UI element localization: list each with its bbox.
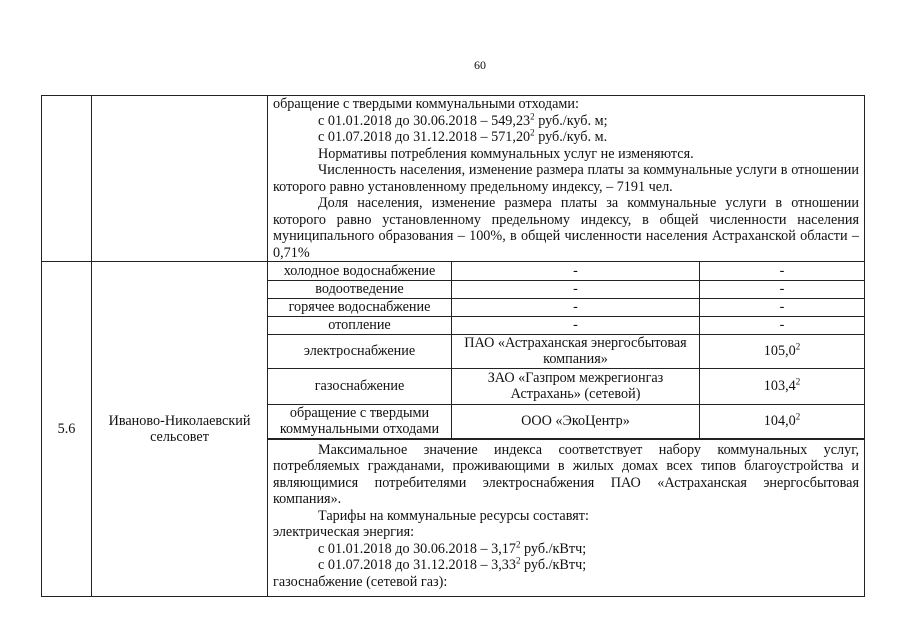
tariff-table — [41, 95, 865, 597]
paragraph: Численность населения, изменение размера платы за коммунальные услуги в отношении которого равно установленному предельному индексу, – 7191 чел. — [273, 162, 859, 195]
service-name: электроснабжение — [268, 334, 452, 368]
text-line: электрическая энергия: — [273, 524, 415, 540]
row-number: 5.6 — [42, 262, 92, 597]
service-index: - — [700, 298, 865, 316]
service-row — [268, 298, 864, 316]
municipality-name: Ивановo-Николаевский сельсовет — [92, 262, 268, 597]
service-organization: ЗАО «Газпром межрегионгаз Астрахань» (сетевой) — [452, 368, 700, 404]
service-row — [268, 368, 864, 404]
services-table — [268, 262, 864, 439]
service-organization: - — [452, 316, 700, 334]
service-index: 103,4$^2$ — [700, 368, 865, 404]
service-row — [268, 262, 864, 280]
service-name: горячее водоснабжение — [268, 298, 452, 316]
page-number: 60 — [474, 58, 486, 72]
service-name: холодное водоснабжение — [268, 262, 452, 280]
service-index: - — [700, 280, 865, 298]
description-cell — [268, 439, 865, 597]
municipality-cell — [92, 96, 268, 262]
text-line: газоснабжение (сетевой газ): — [273, 573, 448, 590]
service-organization: ООО «ЭкоЦентр» — [452, 404, 700, 438]
service-row — [268, 280, 864, 298]
text-line: с 01.07.2018 до 31.12.2018 – 571,20$^2$ руб./куб. м. — [318, 127, 608, 145]
service-organization: - — [452, 298, 700, 316]
service-row — [268, 404, 864, 438]
service-organization: - — [452, 262, 700, 280]
service-organization: ПАО «Астраханская энергосбытовая компания» — [452, 334, 700, 368]
service-row — [268, 316, 864, 334]
service-name: обращение с твердыми коммунальными отходами — [268, 404, 452, 438]
text-line: Нормативы потребления коммунальных услуг не изменяются. — [318, 145, 694, 162]
services-cell — [268, 262, 865, 440]
service-row — [268, 334, 864, 368]
row-number-cell — [42, 96, 92, 262]
description-cell — [268, 96, 865, 262]
text-line: обращение с твердыми коммунальными отходами: — [273, 96, 579, 112]
table-row-previous — [42, 96, 865, 262]
service-index: 104,0$^2$ — [700, 404, 865, 438]
text-line: с 01.07.2018 до 31.12.2018 – 3,33$^2$ руб./кВтч; — [318, 555, 587, 573]
service-index: 105,0$^2$ — [700, 334, 865, 368]
text-line: с 01.01.2018 до 30.06.2018 – 3,17$^2$ руб./кВтч; — [318, 538, 587, 557]
service-name: водоотведение — [268, 280, 452, 298]
text-line: с 01.01.2018 до 30.06.2018 – 549,23$^2$ руб./куб. м; — [318, 110, 608, 129]
service-index: - — [700, 316, 865, 334]
text-line: Тарифы на коммунальные ресурсы составят: — [318, 507, 589, 524]
table-row-5-6 — [42, 262, 865, 440]
service-name: газоснабжение — [268, 368, 452, 404]
paragraph: Доля населения, изменение размера платы за коммунальные услуги в отношении которого равно установленному предельному индексу, в общей численности населения муниципального образования – 100%, в общей численности населения Астраханской области – 0,71% — [273, 195, 859, 261]
service-index: - — [700, 262, 865, 280]
service-organization: - — [452, 280, 700, 298]
paragraph: Максимальное значение индекса соответствует набору коммунальных услуг, потребляемых гражданами, проживающими в жилых домах всех типов благоустройства и являющимися потребителями электроснабжения ПАО «Астраханская энергосбытовая компания». — [273, 441, 859, 507]
service-name: отопление — [268, 316, 452, 334]
